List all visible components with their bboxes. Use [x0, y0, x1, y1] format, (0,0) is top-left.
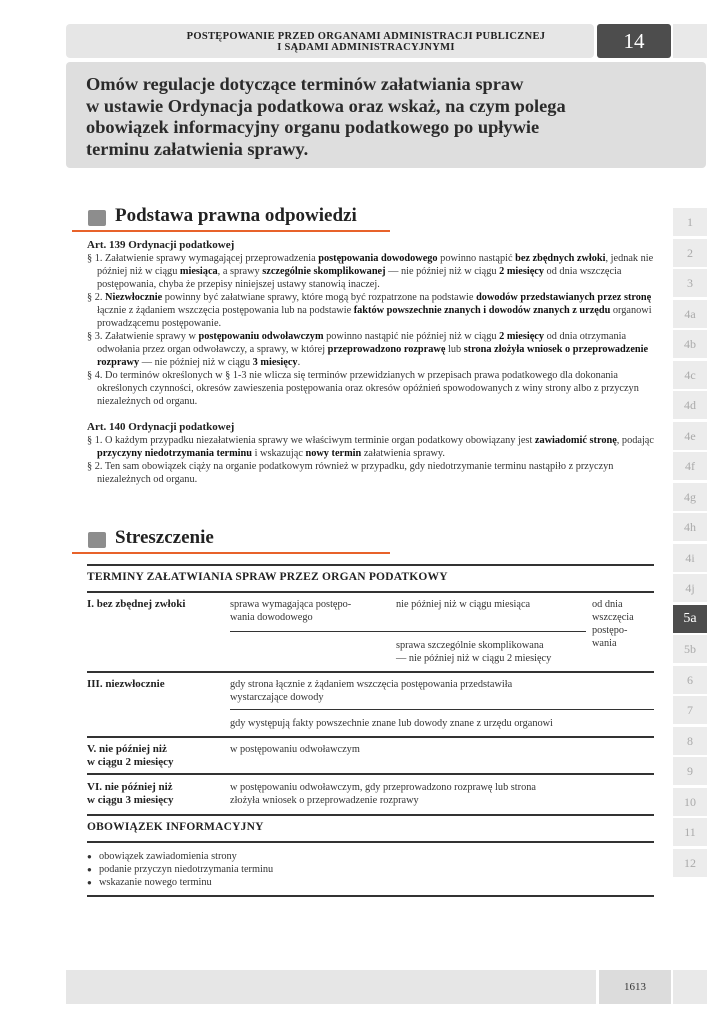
tab-11[interactable]: 11 — [673, 818, 707, 846]
table-cell: sprawa wymagająca postępo- wania dowodowego — [230, 599, 352, 623]
legal-text — [87, 239, 657, 486]
table-cell: w postępowaniu odwoławczym, gdy przeprowadzono rozprawę lub strona złożyła wniosek o przeprowadzenie rozprawy — [230, 782, 536, 806]
section-title: Streszczenie — [115, 527, 214, 548]
table-rule — [87, 841, 654, 843]
question-line4: terminu załatwienia sprawy. — [86, 138, 309, 159]
tab-9[interactable]: 9 — [673, 757, 707, 785]
article-paragraph: § 1. Załatwienie sprawy wymagającej przeprowadzenia postępowania dowodowego powinno nastąpić bez zbędnych zwłoki, jednak nie później niż w ciągu miesiąca, a sprawy szczególnie skomplikowanej — nie później niż w ciągu 2 miesięcy od dnia wszczęcia postępowania, chyba że przepisy niniejszej ustawy stanowią inaczej. — [87, 253, 654, 290]
tab-4c[interactable]: 4c — [673, 361, 707, 389]
tab-4a[interactable]: 4a — [673, 300, 707, 328]
row-label: V. nie później niż w ciągu 2 miesięcy — [87, 743, 174, 768]
list-item: ● podanie przyczyn niedotrzymania terminu — [87, 863, 273, 876]
article-paragraph: § 3. Załatwienie sprawy w postępowaniu odwoławczym powinno nastąpić nie później niż w ciągu 2 miesięcy od dnia otrzymania odwołania przez organ odwoławczy, a sprawy, w której przeprowadzono rozprawę lub strona złożyła wniosek o przeprowadzenie rozprawy — nie później niż w ciągu 3 miesięcy. — [87, 331, 649, 368]
section-marker-icon — [88, 532, 106, 548]
tab-12[interactable]: 12 — [673, 849, 707, 877]
chapter-tabs — [673, 208, 707, 879]
tab-10[interactable]: 10 — [673, 788, 707, 816]
table-rule — [87, 895, 654, 897]
table-rule — [87, 814, 654, 816]
tab-4d[interactable]: 4d — [673, 391, 707, 419]
tab-3[interactable]: 3 — [673, 269, 707, 297]
footer-corner — [673, 970, 707, 1004]
table-cell: nie później niż w ciągu miesiąca — [396, 599, 531, 610]
article-title: Art. 140 Ordynacji podatkowej — [87, 421, 235, 433]
tab-7[interactable]: 7 — [673, 696, 707, 724]
table-cell: gdy występują fakty powszechnie znane lub dowody znane z urzędu organowi — [230, 718, 553, 729]
question-text — [86, 74, 686, 160]
tab-5b[interactable]: 5b — [673, 635, 707, 663]
tab-8[interactable]: 8 — [673, 727, 707, 755]
list-item: ● wskazanie nowego terminu — [87, 876, 273, 889]
tab-6[interactable]: 6 — [673, 666, 707, 694]
header-corner — [673, 24, 707, 58]
table-rule — [87, 564, 654, 566]
row-label: VI. nie później niż w ciągu 3 miesięcy — [87, 781, 174, 806]
row-label: III. niezwłocznie — [87, 678, 165, 690]
article-paragraph: § 4. Do terminów określonych w § 1-3 nie wlicza się terminów przewidzianych w przepisach prawa podatkowego dla dokonania określonych czynności, okresów zawieszenia postępowania oraz okresów opóźnień spowodowanych z winy strony albo z przyczyn niezależnych od organu. — [87, 370, 639, 407]
table-rule — [230, 631, 586, 632]
tab-1[interactable]: 1 — [673, 208, 707, 236]
article-paragraph: § 2. Niezwłocznie powinny być załatwiane sprawy, które mogą być rozpatrzone na podstawie dowodów przedstawianych przez stronę łącznie z żądaniem wszczęcia postępowania lub na podstawie faktów powszechnie znanych i dowodów znanych z urzędu organowi prowadzącemu postępowanie. — [87, 292, 652, 329]
tab-4f[interactable]: 4f — [673, 452, 707, 480]
tab-2[interactable]: 2 — [673, 239, 707, 267]
table-rule — [87, 773, 654, 775]
table-cell: w postępowaniu odwoławczym — [230, 744, 360, 755]
table-title: TERMINY ZAŁATWIANIA SPRAW PRZEZ ORGAN PODATKOWY — [87, 571, 448, 583]
tab-4g[interactable]: 4g — [673, 483, 707, 511]
tab-4b[interactable]: 4b — [673, 330, 707, 358]
page-number: 1613 — [599, 970, 671, 1004]
tab-4i[interactable]: 4i — [673, 544, 707, 572]
article-paragraph: § 1. O każdym przypadku niezałatwienia sprawy we właściwym terminie organ podatkowy obowiązany jest zawiadomić stronę, podając przyczyny niedotrzymania terminu i wskazując nowy termin załatwienia sprawy. — [87, 435, 654, 459]
tab-4j[interactable]: 4j — [673, 574, 707, 602]
table-rule — [87, 591, 654, 593]
tab-4e[interactable]: 4e — [673, 422, 707, 450]
chapter-heading-line2: I SĄDAMI ADMINISTRACYJNYMI — [277, 42, 455, 53]
chapter-heading-line1: POSTĘPOWANIE PRZED ORGANAMI ADMINISTRACJI PUBLICZNEJ — [186, 31, 546, 42]
table-cell: sprawa szczególnie skomplikowana — nie później niż w ciągu 2 miesięcy — [396, 640, 552, 664]
tab-4h[interactable]: 4h — [673, 513, 707, 541]
list-item: ● obowiązek zawiadomienia strony — [87, 850, 273, 863]
table-cell: od dnia wszczęcia postępo- wania — [592, 599, 634, 649]
section-underline — [72, 552, 390, 554]
tab-5a[interactable]: 5a — [673, 605, 707, 633]
article-paragraph: § 2. Ten sam obowiązek ciąży na organie podatkowym również w przypadku, gdy niedotrzymanie terminu nastąpiło z przyczyn niezależnych od organu. — [87, 461, 614, 485]
question-line2: w ustawie Ordynacja podatkowa oraz wskaż, na czym polega — [86, 95, 566, 116]
table-rule — [230, 709, 654, 710]
table-rule — [87, 736, 654, 738]
table-rule — [87, 671, 654, 673]
info-bullet-list — [87, 850, 273, 889]
section-title: Podstawa prawna odpowiedzi — [115, 205, 357, 226]
question-line1: Omów regulacje dotyczące terminów załatwiania spraw — [86, 74, 524, 94]
chapter-heading — [140, 31, 592, 53]
section-underline — [72, 230, 390, 232]
table-cell: gdy strona łącznie z żądaniem wszczęcia postępowania przedstawiła wystarczające dowody — [230, 679, 513, 703]
info-title: OBOWIĄZEK INFORMACYJNY — [87, 821, 264, 833]
footer-bar — [66, 970, 596, 1004]
chapter-number: 14 — [597, 24, 671, 58]
article-title: Art. 139 Ordynacji podatkowej — [87, 239, 235, 251]
row-label: I. bez zbędnej zwłoki — [87, 598, 186, 610]
question-line3: obowiązek informacyjny organu podatkowego po upływie — [86, 117, 540, 137]
section-marker-icon — [88, 210, 106, 226]
